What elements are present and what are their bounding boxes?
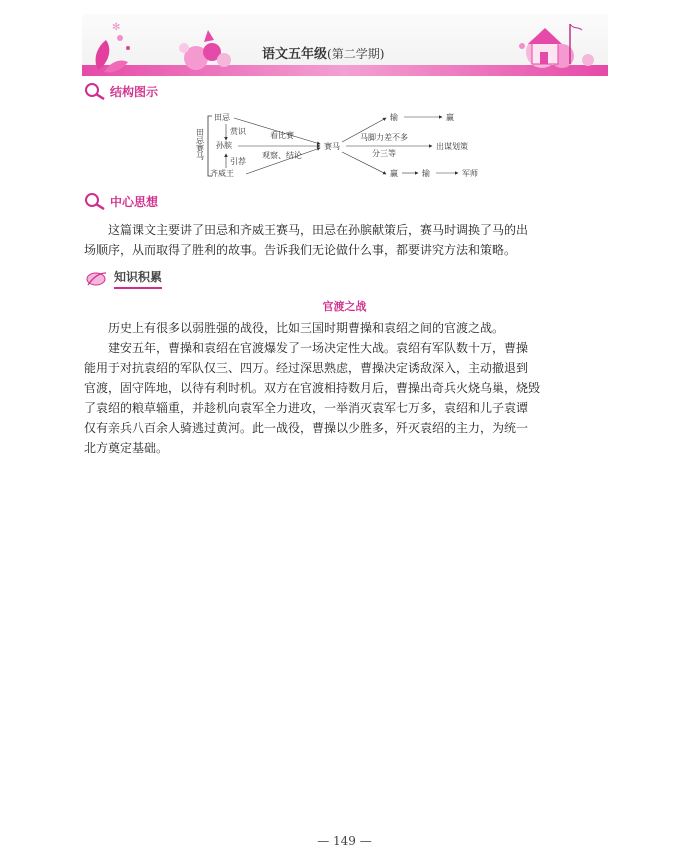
story-line: 官渡，固守阵地，以待有利时机。双方在官渡相持数月后，曹操出奇兵火烧乌巢，烧毁 [84,381,541,395]
book-subtitle: (第二学期) [327,47,385,61]
section-structure-label: 结构图示 [110,84,159,99]
magnifier-icon [84,192,106,210]
story-line: 仅有亲兵八百余人骑逃过黄河。此一战役，曹操以少胜多，歼灭袁绍的主力，为统一 [84,421,529,435]
label-fen-san-deng: 分三等 [372,149,396,158]
story-line: 历史上有很多以弱胜强的战役，比如三国时期曹操和袁绍之间的官渡之战。 [108,321,505,335]
central-idea-line: 这篇课文主要讲了田忌和齐威王赛马，田忌在孙膑献策后，赛马时调换了马的出 [108,223,529,237]
label-ma-jiao-li: 马脚力差不多 [360,133,408,142]
story-line: 了袁绍的粮草辎重，并趁机向袁军全力进攻，一举消灭袁军七万多，袁绍和儿子袁谭 [84,401,529,415]
label-kan-bi-sai: 看比赛 [270,131,294,140]
node-tian-ji: 田忌 [214,113,230,122]
label-guan-cha: 观察、结论 [262,151,302,160]
story-line: 建安五年，曹操和袁绍在官渡爆发了一场决定性大战。袁绍有军队数十万，曹操 [108,341,529,355]
central-idea-paragraph [84,220,610,260]
story-title: 官渡之战 [322,300,367,313]
label-shu-bottom: 输 [422,169,430,178]
label-ying-top: 赢 [446,113,454,122]
story-body [84,318,610,458]
diagram-vertical-label: 田忌赛马 [196,128,205,160]
section-central-idea-label: 中心思想 [110,194,159,209]
section-structure-heading [84,82,158,100]
book-title: 语文五年级 [262,47,328,62]
node-sun-bin: 孙膑 [216,141,232,150]
structure-diagram [196,110,496,180]
magnifier-icon [84,82,106,100]
section-central-idea-heading [84,192,158,210]
node-qi-wei-wang: 齐威王 [210,169,234,178]
label-yin-jian: 引荐 [230,157,246,166]
node-sai-ma: 赛马 [324,142,340,151]
svg-text:✻: ✻ [112,22,121,33]
header-house-decoration-right [508,16,608,74]
feather-pen-icon [84,269,110,289]
page-number: — 149 — [317,834,372,848]
label-ying-bottom: 赢 [390,169,398,178]
story-line: 能用于对抗袁绍的军队仅三、四万。经过深思熟虑，曹操决定诱敌深入，主动撤退到 [84,361,529,375]
page-title [262,43,384,62]
central-idea-line: 场顺序，从而取得了胜利的故事。告诉我们无论做什么事，都要讲究方法和策略。 [84,243,517,257]
node-jiang-shi: 军师 [462,169,478,178]
label-shu-top: 输 [390,113,398,122]
header-flower-decoration-left [84,18,244,76]
story-line: 北方奠定基础。 [84,441,169,455]
node-chu-mou: 出谋划策 [436,142,468,151]
label-shang-shi: 赏识 [230,127,246,136]
section-knowledge-heading [84,268,162,289]
section-knowledge-label: 知识积累 [114,268,162,289]
